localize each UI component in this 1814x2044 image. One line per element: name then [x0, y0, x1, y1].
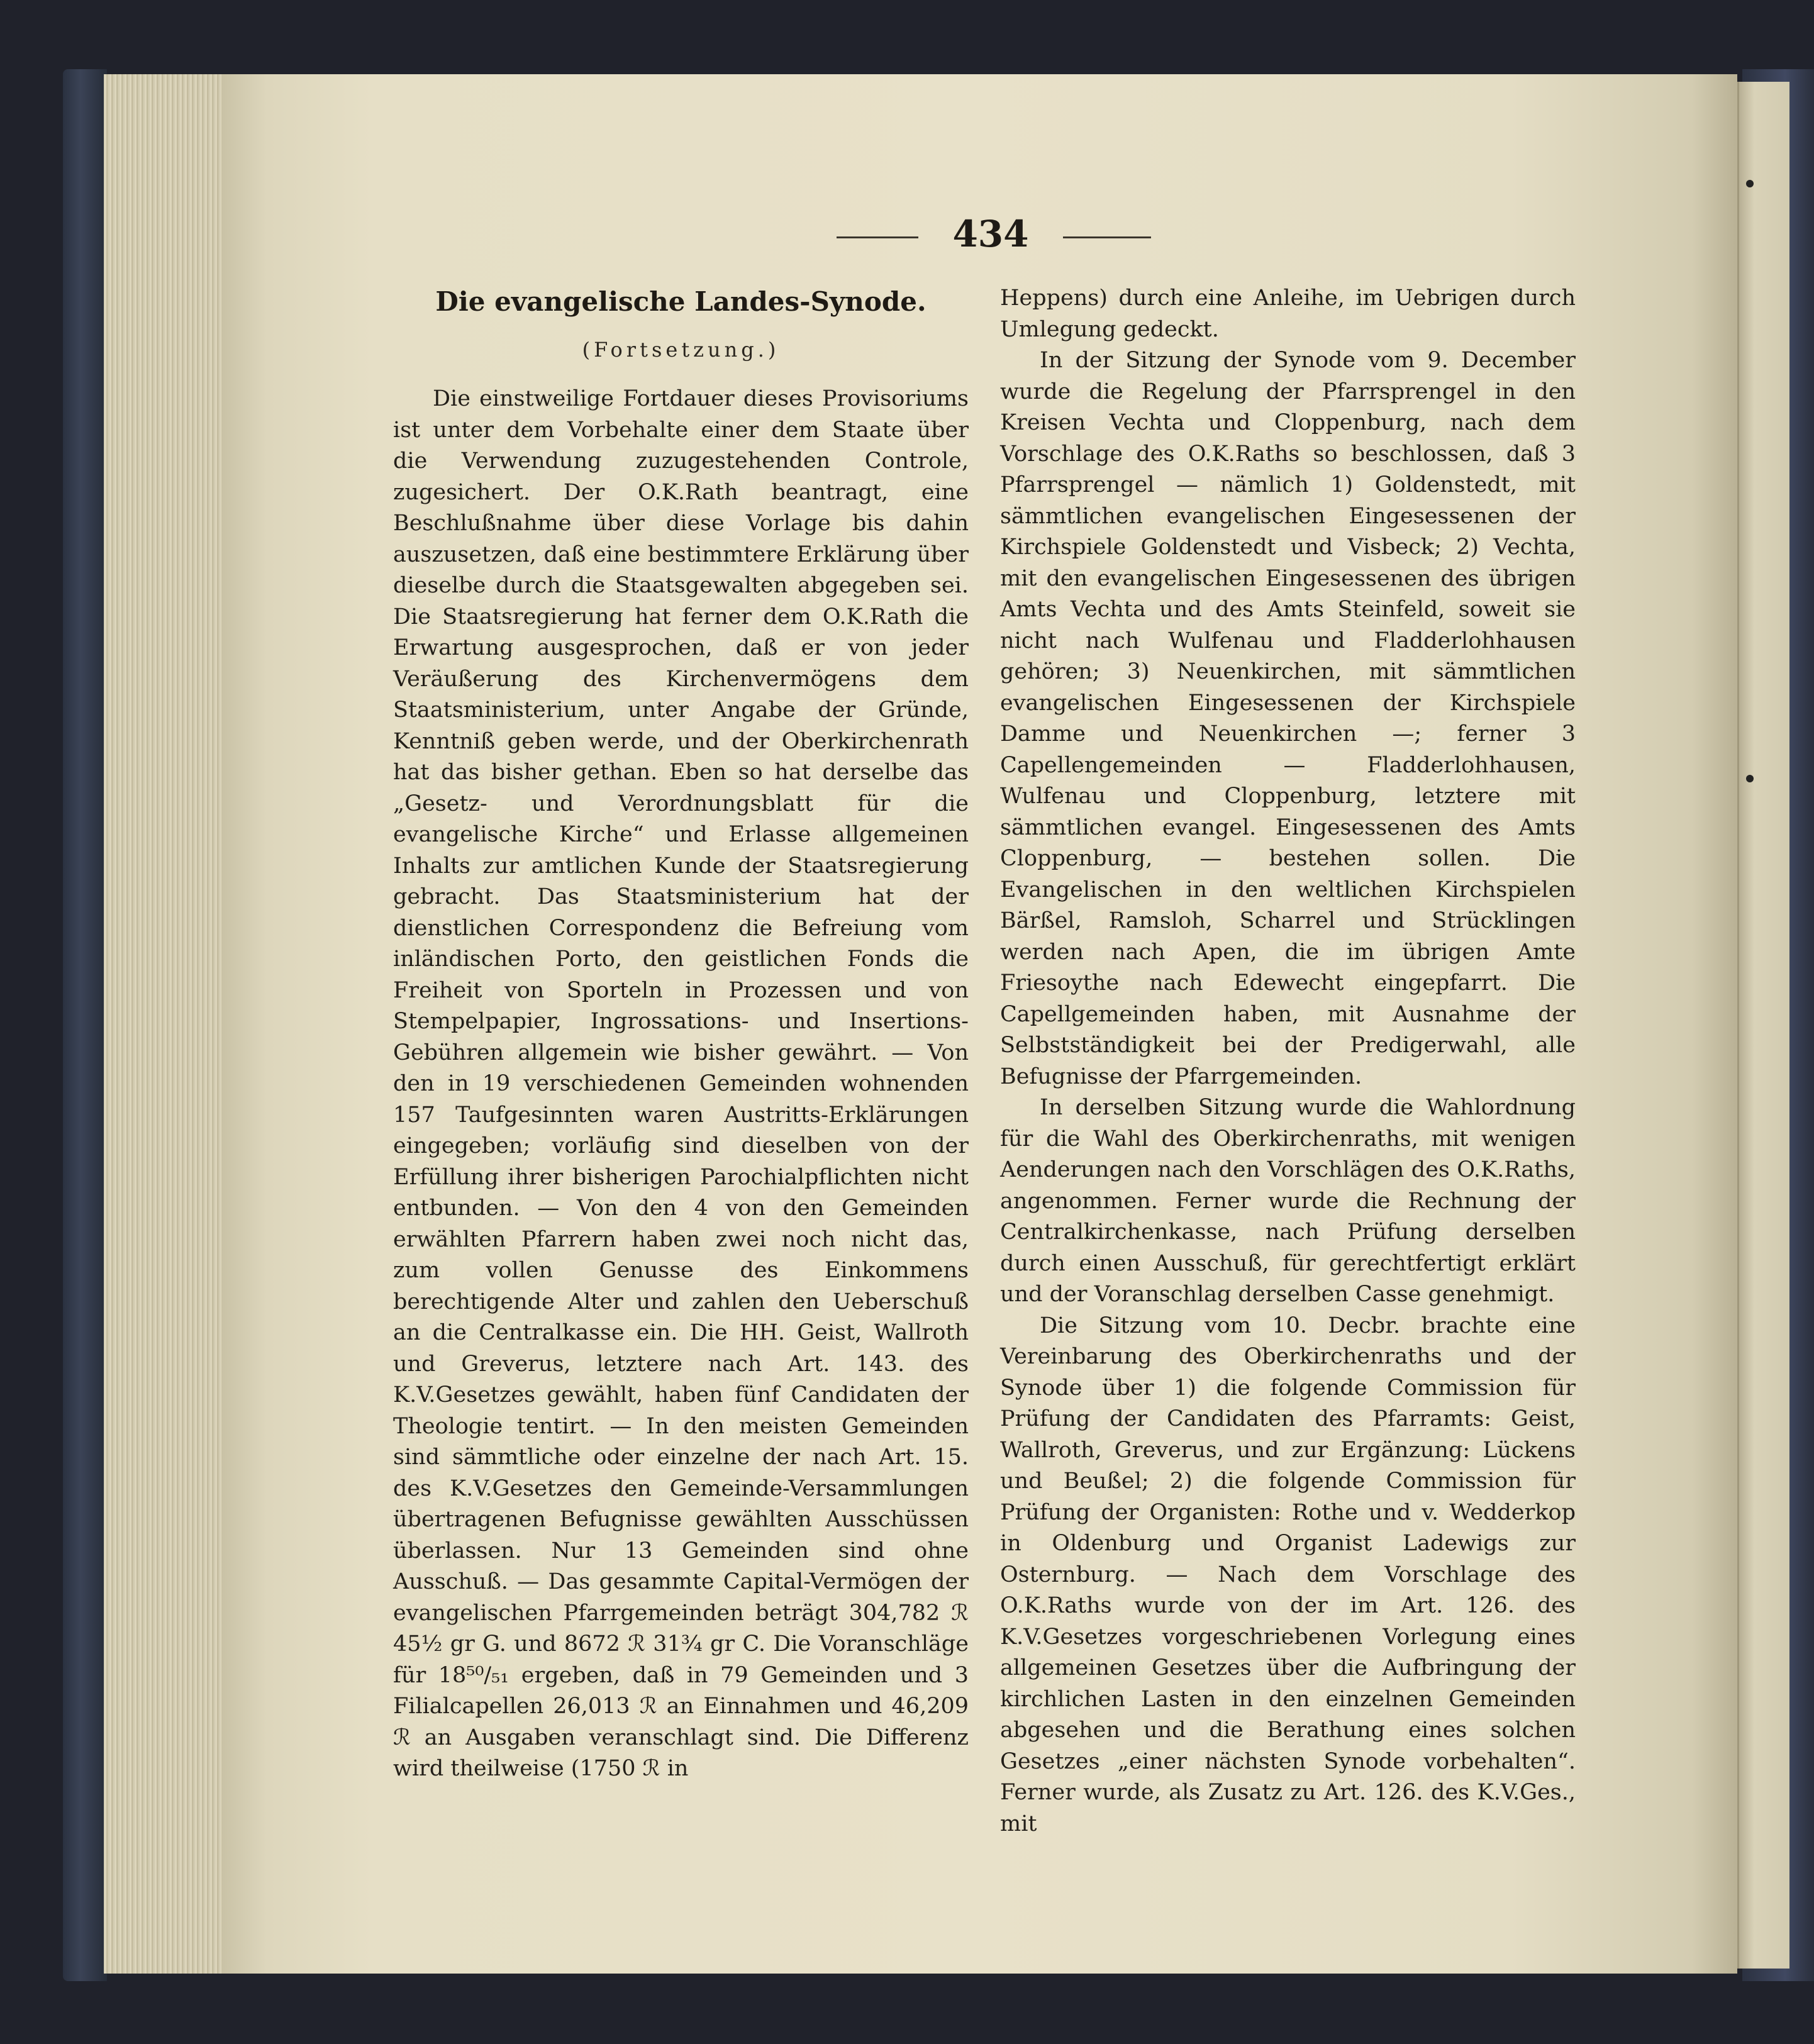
- paragraph: Die einstweilige Fortdauer dieses Provisoriums ist unter dem Vorbehalte einer dem Staate über die Verwendung zuzugestehenden Controle, zugesichert. Der O.K.Rath beantragt, eine Beschlußnahme über diese Vorlage bis dahin auszusetzen, daß eine bestimmtere Erklärung über dieselbe durch die Staatsgewalten abgegeben sei. Die Staatsregierung hat ferner dem O.K.Rath die Erwartung ausgesprochen, daß er von jeder Veräußerung des Kirchenvermögens dem Staatsministerium, unter Angabe der Gründe, Kenntniß geben werde, und der Oberkirchenrath hat das bisher gethan. Eben so hat derselbe das „Gesetz- und Verordnungsblatt für die evangelische Kirche“ und Erlasse allgemeinen Inhalts zur amtlichen Kunde der Staatsregierung gebracht. Das Staatsministerium hat der dienstlichen Correspondenz die Befreiung vom inländischen Porto, den geistlichen Fonds die Freiheit von Sporteln in Prozessen und von Stempelpapier, Ingrossations- und Insertions-Gebühren allgemein wie bisher gewährt. — Von den in 19 verschiedenen Gemeinden wohnenden 157 Taufgesinnten waren Austritts-Erklärungen eingegeben; vorläufig sind dieselben von der Erfüllung ihrer bisherigen Parochialpflichten nicht entbunden. — Von den 4 von den Gemeinden erwählten Pfarrern haben zwei noch nicht das, zum vollen Genusse des Einkommens berechtigende Alter und zahlen den Ueberschuß an die Centralkasse ein. Die HH. Geist, Wallroth und Greverus, letztere nach Art. 143. des K.V.Gesetzes gewählt, haben fünf Candidaten der Theologie tentirt. — In den meisten Gemeinden sind sämmtliche oder einzelne der nach Art. 15. des K.V.Gesetzes den Gemeinde-Versammlungen übertragenen Befugnisse gewählten Ausschüssen überlassen. Nur 13 Gemeinden sind ohne Ausschuß. — Das gesammte Capital-Vermögen der evangelischen Pfarrgemeinden beträgt 304,782 ℛ 45½ gr G. und 8672 ℛ 31¾ gr C. Die Voranschläge für 18⁵⁰/₅₁ ergeben, daß in 79 Gemeinden und 3 Filialcapellen 26,013 ℛ an Einnahmen und 46,209 ℛ an Ausgaben veranschlagt sind. Die Differenz wird theilweise (1750 ℛ in: [393, 386, 969, 1781]
- paragraph: Heppens) durch eine Anleihe, im Uebrigen durch Umlegung gedeckt.: [1000, 286, 1576, 342]
- paragraph: In der Sitzung der Synode vom 9. December wurde die Regelung der Pfarrsprengel in den Kreisen Vechta und Cloppenburg, nach dem Vorschlage des O.K.Raths so beschlossen, daß 3 Pfarrsprengel — nämlich 1) Goldenstedt, mit sämmtlichen evangelischen Eingesessenen der Kirchspiele Goldenstedt und Visbeck; 2) Vechta, mit den evangelischen Eingesessenen des übrigen Amts Vechta und des Amts Steinfeld, soweit sie nicht nach Wulfenau und Fladderlohhausen gehören; 3) Neuenkirchen, mit sämmtlichen evangelischen Eingesessenen der Kirchspiele Damme und Neuenkirchen —; ferner 3 Capellengemeinden — Fladderlohhausen, Wulfenau und Cloppenburg, letztere mit sämmtlichen evangel. Eingesessenen des Amts Cloppenburg, — bestehen sollen. Die Evangelischen in den weltlichen Kirchspielen Bärßel, Ramsloh, Scharrel und Strücklingen werden nach Apen, die im übrigen Amte Friesoythe nach Edewecht eingepfarrt. Die Capellgemeinden haben, mit Ausnahme der Selbstständigkeit bei der Predigerwahl, alle Befugnisse der Pfarrgemeinden.: [1000, 348, 1576, 1089]
- article-subtitle: (Fortsetzung.): [582, 338, 780, 362]
- facing-page-edge: [1737, 82, 1789, 1969]
- binding-mark: [1746, 775, 1754, 782]
- page-number: 434: [952, 213, 1029, 255]
- paragraph: Die Sitzung vom 10. Decbr. brachte eine Vereinbarung des Oberkirchenraths und der Synode über 1) die folgende Commission für Prüfung der Candidaten des Pfarramts: Geist, Wallroth, Greverus, und zur Ergänzung: Lückens und Beußel; 2) die folgende Commission für Prüfung der Organisten: Rothe und v. Wedderkop in Oldenburg und Organist Ladewigs zur Osternburg. — Nach dem Vorschlage des O.K.Raths wurde von der im Art. 126. des K.V.Gesetzes vorgeschriebenen Vorlegung eines allgemeinen Gesetzes über die Aufbringung der kirchlichen Lasten in den einzelnen Gemeinden abgesehen und die Berathung eines solchen Gesetzes „einer nächsten Synode vorbehalten“. Ferner wurde, als Zusatz zu Art. 126. des K.V.Ges., mit: [1000, 1313, 1576, 1836]
- right-column: [1000, 283, 1576, 1840]
- paragraph: In derselben Sitzung wurde die Wahlordnung für die Wahl des Oberkirchenraths, mit wenigen Aenderungen nach den Vorschlägen des O.K.Raths, angenommen. Ferner wurde die Rechnung der Centralkirchenkasse, nach Prüfung derselben durch einen Ausschuß, für gerechtfertigt erklärt und der Voranschlag derselben Casse genehmigt.: [1000, 1095, 1576, 1307]
- header-rule-right: [1063, 236, 1151, 238]
- article-title: Die evangelische Landes-Synode.: [435, 286, 926, 317]
- book-cover-left: [63, 69, 107, 1981]
- binding-mark: [1746, 180, 1754, 187]
- page-edges: [104, 74, 225, 1974]
- header-rule-left: [837, 236, 918, 238]
- left-column: [393, 384, 969, 1785]
